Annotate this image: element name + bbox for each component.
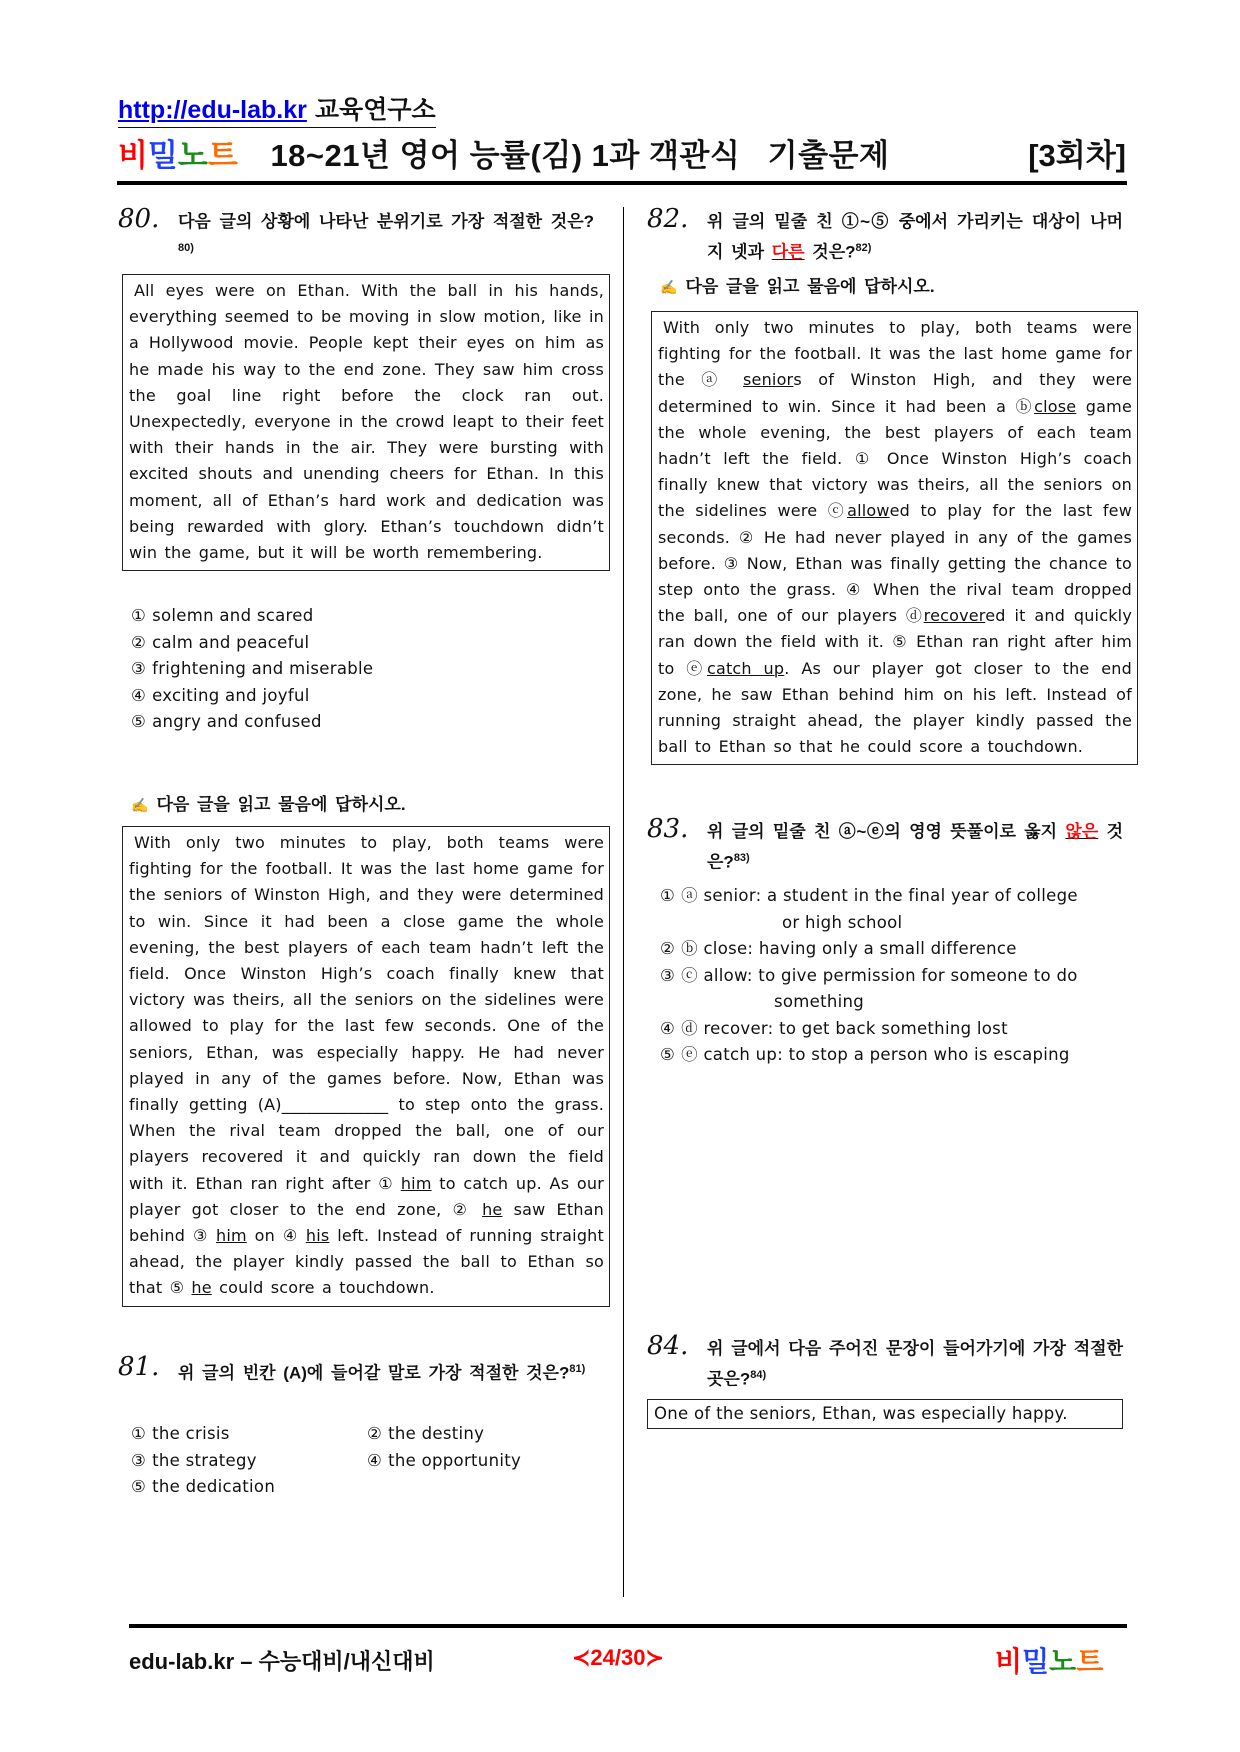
- options-83: [660, 883, 1078, 1069]
- option-2[interactable]: ② calm and peaceful: [131, 632, 310, 652]
- option-5[interactable]: ⑤ angry and confused: [131, 712, 322, 731]
- options-80: [131, 603, 373, 736]
- option-1[interactable]: ① ⓐ senior: a student in the final year of college or high school: [660, 886, 1078, 932]
- blank-A: (A)_____________: [257, 1095, 389, 1115]
- question-number: 80.: [118, 204, 160, 234]
- question-prompt: 위 글에서 다음 주어진 문장이 들어가기에 가장 적절한 곳은?$^{84)}$: [707, 1339, 1123, 1389]
- pen-writing-icon: ✍: [131, 797, 149, 813]
- footer-brand-logo: 비밀노트: [995, 1646, 1104, 1677]
- option-3[interactable]: ③ the strategy: [131, 1450, 257, 1470]
- emphasis-different: 다른: [771, 242, 805, 262]
- question-prompt: 위 글의 밑줄 친 ⓐ~ⓔ의 영영 뜻풀이로 옳지 않은 것은?$^{83)}$: [707, 822, 1123, 872]
- header-site-line: [118, 90, 436, 128]
- passage-81-82: With only two minutes to play, both teams were fighting for the football. It was the last home game for the seniors of Winston High, and they were determined to win. Since it had been a close game the whole evening, the best players of each team hadn’t left the field. Once Winston High’s coach finally knew that victory was theirs, all the seniors on the sidelines were allowed to play for the last few seconds. One of the seniors, Ethan, was especially happy. He had never played in any of the games before. Now, Ethan was finally getting (A)_____________ to step onto the grass. When the rival team dropped the ball, one of our players recovered it and quickly ran down the field with it. Ethan ran right after ① him to catch up. As our player got closer to the end zone, ② he saw Ethan behind ③ him on ④ his left. Instead of running straight ahead, the player kindly passed the ball to Ethan so that ⑤ he could score a touchdown.: [122, 826, 610, 1307]
- round-label: [3회차]: [1028, 138, 1126, 173]
- org-name: 교육연구소: [314, 96, 436, 124]
- page-title: [118, 130, 1126, 175]
- passage-80: All eyes were on Ethan. With the ball in his hands, everything seemed to be moving in slow motion, like in a Hollywood movie. People kept their eyes on him as he made his way to the end zone. They saw him cross the goal line right before the clock ran out. Unexpectedly, everyone in the crowd leapt to their feet with their hands in the air. They were bursting with excited shouts and unending cheers for Ethan. In this moment, all of Ethan’s hard work and dedication was being rewarded with glory. Ethan’s touchdown didn’t win the game, but it will be worth remembering.: [122, 274, 610, 571]
- question-number: 84.: [647, 1331, 689, 1361]
- question-83: [647, 814, 1123, 876]
- brand-logo: 비밀노트: [118, 138, 238, 173]
- instruction-right: ✍ 다음 글을 읽고 물음에 답하시오.: [660, 277, 935, 296]
- given-sentence: One of the seniors, Ethan, was especially happy.: [647, 1399, 1123, 1429]
- question-number: 82.: [647, 204, 689, 234]
- question-84: [647, 1331, 1123, 1393]
- question-81: [118, 1352, 594, 1387]
- footer-divider: [129, 1624, 1127, 1628]
- question-number: 83.: [647, 814, 689, 844]
- page-number: ≺24/30≻: [572, 1645, 664, 1670]
- option-4[interactable]: ④ ⓓ recover: to get back something lost: [660, 1018, 1008, 1038]
- emphasis-not: 않은: [1065, 822, 1099, 841]
- question-80: [118, 204, 594, 266]
- option-4[interactable]: ④ exciting and joyful: [131, 685, 310, 705]
- option-2[interactable]: ② the destiny: [367, 1424, 485, 1443]
- footer-site: edu-lab.kr – 수능대비/내신대비: [129, 1649, 435, 1674]
- exam-title: 18~21년 영어 능률(김) 1과 객관식 기출문제: [270, 138, 890, 173]
- option-2[interactable]: ② ⓑ close: having only a small difference: [660, 939, 1017, 958]
- option-4[interactable]: ④ the opportunity: [367, 1450, 522, 1470]
- question-prompt: 다음 글의 상황에 나타난 분위기로 가장 적절한 것은?$^{80)}$: [178, 212, 594, 254]
- option-3[interactable]: ③ frightening and miserable: [131, 659, 374, 678]
- column-divider: [623, 207, 624, 1597]
- instruction-left: ✍ 다음 글을 읽고 물음에 답하시오.: [131, 795, 406, 814]
- option-1[interactable]: ① the crisis: [131, 1424, 230, 1443]
- passage-82-84: With only two minutes to play, both teams were fighting for the football. It was the last home game for the ⓐ seniors of Winston High, and they were determined to win. Since it had been a ⓑclose game the whole evening, the best players of each team hadn’t left the field. ① Once Winston High’s coach finally knew that victory was theirs, all the seniors on the sidelines were ⓒallowed to play for the last few seconds. ② He had never played in any of the games before. ③ Now, Ethan was finally getting the chance to step onto the grass. ④ When the rival team dropped the ball, one of our players ⓓrecovered it and quickly ran down the field with it. ⑤ Ethan ran right after him to ⓔcatch up. As our player got closer to the end zone, he saw Ethan behind him on his left. Instead of running straight ahead, the player kindly passed the ball to Ethan so that he could score a touchdown.: [651, 311, 1138, 765]
- question-prompt: 위 글의 밑줄 친 ①~⑤ 중에서 가리키는 대상이 나머지 넷과 다른 것은?$^{82)}$: [707, 212, 1123, 262]
- option-5[interactable]: ⑤ ⓔ catch up: to stop a person who is escaping: [660, 1045, 1070, 1064]
- option-5[interactable]: ⑤ the dedication: [131, 1477, 276, 1496]
- question-number: 81.: [118, 1352, 160, 1382]
- option-3[interactable]: ③ ⓒ allow: to give permission for someone to do something: [660, 965, 1078, 1011]
- question-82: [647, 204, 1123, 266]
- pen-writing-icon: ✍: [660, 279, 678, 295]
- options-81: [131, 1421, 607, 1501]
- header-divider: [117, 181, 1127, 185]
- option-1[interactable]: ① solemn and scared: [131, 606, 314, 625]
- site-url-link[interactable]: http://edu-lab.kr: [118, 96, 307, 124]
- question-prompt: 위 글의 빈칸 (A)에 들어갈 말로 가장 적절한 것은?$^{81)}$: [178, 1363, 586, 1383]
